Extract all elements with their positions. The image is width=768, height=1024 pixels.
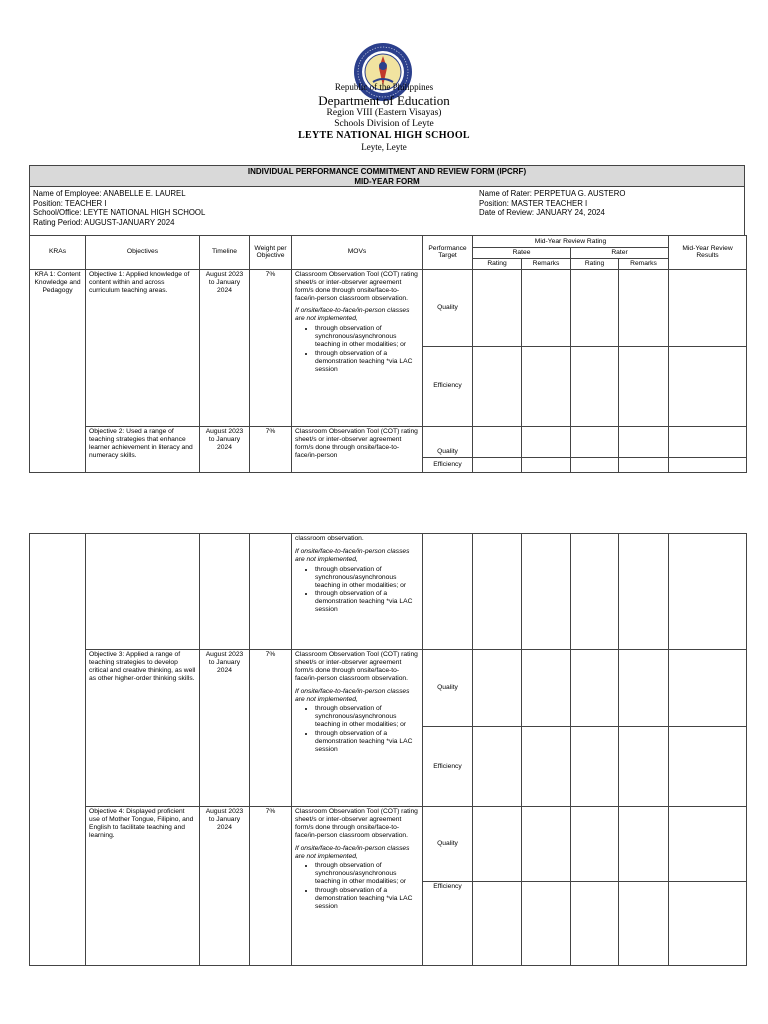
movs-2: Classroom Observation Tool (COT) rating sheet/s or inter-observer agreement form/s done through onsite/face-to-face/in-person <box>292 426 423 472</box>
results-cell <box>669 457 747 472</box>
remarks-cell <box>522 269 571 346</box>
col-movs: MOVs <box>292 236 423 270</box>
results-cell <box>669 426 747 457</box>
movs-2-cont <box>292 534 423 650</box>
target-efficiency-3: Efficiency <box>423 727 473 807</box>
mov-list <box>295 862 419 910</box>
target-efficiency-2: Efficiency <box>423 457 473 472</box>
remarks-cell <box>619 457 669 472</box>
remarks-cell <box>619 269 669 346</box>
objective-2: Objective 2: Used a range of teaching strategies that enhance learner achievement in literacy and numeracy skills. <box>86 426 200 472</box>
col-ratee-remarks: Remarks <box>522 258 571 269</box>
location-label: Leyte, Leyte <box>361 142 407 152</box>
rating-cell <box>571 426 619 457</box>
remarks-cell <box>619 882 669 966</box>
target-quality-2: Quality <box>423 426 473 457</box>
mov-condition: If onsite/face-to-face/in-person classes are not implemented, <box>295 687 410 703</box>
division-label: Schools Division of Leyte <box>334 119 434 129</box>
col-weight: Weight per Objective <box>250 236 292 270</box>
mov-condition: If onsite/face-to-face/in-person classes are not implemented, <box>295 307 410 323</box>
rating-cell <box>571 534 619 650</box>
movs-1 <box>292 269 423 426</box>
rating-cell <box>473 269 522 346</box>
remarks-cell <box>619 346 669 426</box>
kra-continued-cell <box>30 534 86 966</box>
mov-condition: If onsite/face-to-face/in-person classes are not implemented, <box>295 547 410 563</box>
rating-cell <box>473 882 522 966</box>
mov-list <box>295 566 419 614</box>
col-kras: KRAs <box>30 236 86 270</box>
employee-name: Name of Employee: ANABELLE E. LAUREL <box>33 189 186 198</box>
results-cell <box>669 534 747 650</box>
rating-period: Rating Period: AUGUST-JANUARY 2024 <box>33 217 175 227</box>
target-efficiency-1: Efficiency <box>423 346 473 426</box>
republic-label: Republic of the Philippines <box>334 82 434 92</box>
mov-bullet-1: • through observation of synchronous/asynchronous teaching in other modalities; or <box>315 862 419 886</box>
mov-bullet-2: • through observation of a demonstration teaching *via LAC session <box>315 350 419 374</box>
form-title: INDIVIDUAL PERFORMANCE COMMITMENT AND REVIEW FORM (IPCRF) <box>247 167 527 176</box>
school-label: LEYTE NATIONAL HIGH SCHOOL <box>298 130 470 141</box>
rater-position: Position: MASTER TEACHER I <box>479 198 588 208</box>
rating-cell <box>571 882 619 966</box>
form-subtitle: MID-YEAR FORM <box>354 177 420 186</box>
results-cell <box>669 807 747 882</box>
weight-4: 7% <box>250 807 292 966</box>
rating-cell <box>571 650 619 727</box>
col-ratee-rating: Rating <box>473 258 522 269</box>
weight-1: 7% <box>250 269 292 426</box>
results-cell <box>669 346 747 426</box>
kra1-cell: KRA 1: Content Knowledge and Pedagogy <box>30 269 86 472</box>
rater-info <box>479 189 625 218</box>
objective-2-cont <box>86 534 200 650</box>
mov-list <box>295 705 419 753</box>
rating-cell <box>571 807 619 882</box>
mov-main: Classroom Observation Tool (COT) rating sheet/s or inter-observer agreement form/s done through onsite/face-to-face/in-person classroom observation. <box>295 651 418 682</box>
rating-cell <box>473 534 522 650</box>
mov-bullet-2: • through observation of a demonstration teaching *via LAC session <box>315 730 419 754</box>
timeline-1: August 2023 to January 2024 <box>200 269 250 426</box>
remarks-cell <box>522 534 571 650</box>
results-cell <box>669 727 747 807</box>
results-cell <box>669 650 747 727</box>
rating-cell <box>571 727 619 807</box>
remarks-cell <box>522 346 571 426</box>
weight-2: 7% <box>250 426 292 472</box>
col-objectives: Objectives <box>86 236 200 270</box>
mov-bullet-1: • through observation of synchronous/asynchronous teaching in other modalities; or <box>315 566 419 590</box>
review-date: Date of Review: JANUARY 24, 2024 <box>479 208 605 218</box>
col-rater: Rater <box>571 248 669 259</box>
mov-bullet-1: • through observation of synchronous/asynchronous teaching in other modalities; or <box>315 325 419 349</box>
employee-position: Position: TEACHER I <box>33 198 107 208</box>
results-cell <box>669 882 747 966</box>
rater-name: Name of Rater: PERPETUA G. AUSTERO <box>479 189 626 198</box>
weight-3: 7% <box>250 650 292 807</box>
remarks-cell <box>522 426 571 457</box>
target-quality-3: Quality <box>423 650 473 727</box>
col-rater-rating: Rating <box>571 258 619 269</box>
region-label: Region VIII (Eastern Visayas) <box>326 108 442 118</box>
employee-office: School/Office: LEYTE NATIONAL HIGH SCHOOL <box>33 208 206 218</box>
objective-3: Objective 3: Applied a range of teaching strategies to develop critical and creative thinking, as well as other higher-order thinking skills. <box>86 650 200 807</box>
movs-4 <box>292 807 423 966</box>
mov-main-cont: classroom observation. <box>295 535 364 542</box>
department-label: Department of Education <box>318 93 450 108</box>
col-midyear-rating: Mid-Year Review Rating <box>473 236 669 248</box>
rating-cell <box>473 426 522 457</box>
rating-cell <box>571 269 619 346</box>
remarks-cell <box>619 426 669 457</box>
remarks-cell <box>619 727 669 807</box>
remarks-cell <box>522 807 571 882</box>
weight-2-cont <box>250 534 292 650</box>
mov-bullet-2: • through observation of a demonstration teaching *via LAC session <box>315 590 419 614</box>
target-quality-4: Quality <box>423 807 473 882</box>
remarks-cell <box>522 727 571 807</box>
target-efficiency-4: Efficiency <box>423 882 473 966</box>
rating-cell <box>571 346 619 426</box>
col-timeline: Timeline <box>200 236 250 270</box>
rating-cell <box>473 727 522 807</box>
timeline-3: August 2023 to January 2024 <box>200 650 250 807</box>
form-title-bar <box>29 165 745 187</box>
objective-4: Objective 4: Displayed proficient use of Mother Tongue, Filipino, and English to facilitate teaching and learning. <box>86 807 200 966</box>
target-cell <box>423 534 473 650</box>
rating-cell <box>473 346 522 426</box>
col-results: Mid-Year Review Results <box>669 236 747 270</box>
remarks-cell <box>619 534 669 650</box>
timeline-2-cont <box>200 534 250 650</box>
mov-main: Classroom Observation Tool (COT) rating sheet/s or inter-observer agreement form/s done through onsite/face-to-face/in-person classroom observation. <box>295 808 418 839</box>
mov-main: Classroom Observation Tool (COT) rating sheet/s or inter-observer agreement form/s done through onsite/face-to-face/in-person classroom observation. <box>295 270 418 302</box>
col-target: Performance Target <box>423 236 473 270</box>
timeline-2: August 2023 to January 2024 <box>200 426 250 472</box>
remarks-cell <box>619 650 669 727</box>
mov-condition: If onsite/face-to-face/in-person classes are not implemented, <box>295 844 410 860</box>
timeline-4: August 2023 to January 2024 <box>200 807 250 966</box>
col-rater-remarks: Remarks <box>619 258 669 269</box>
rating-cell <box>571 457 619 472</box>
mov-bullet-2: • through observation of a demonstration teaching *via LAC session <box>315 887 419 911</box>
rating-cell <box>473 650 522 727</box>
remarks-cell <box>522 882 571 966</box>
remarks-cell <box>619 807 669 882</box>
objective-1: Objective 1: Applied knowledge of content within and across curriculum teaching areas. <box>86 269 200 426</box>
target-quality-1: Quality <box>423 269 473 346</box>
movs-3 <box>292 650 423 807</box>
ipcrf-table-1 <box>29 235 747 473</box>
rating-cell <box>473 457 522 472</box>
remarks-cell <box>522 457 571 472</box>
results-cell <box>669 269 747 346</box>
col-ratee: Ratee <box>473 248 571 259</box>
employee-info <box>33 189 205 227</box>
mov-bullet-1: • through observation of synchronous/asynchronous teaching in other modalities; or <box>315 705 419 729</box>
remarks-cell <box>522 650 571 727</box>
ipcrf-table-2 <box>29 533 747 966</box>
rating-cell <box>473 807 522 882</box>
mov-list <box>295 325 419 373</box>
